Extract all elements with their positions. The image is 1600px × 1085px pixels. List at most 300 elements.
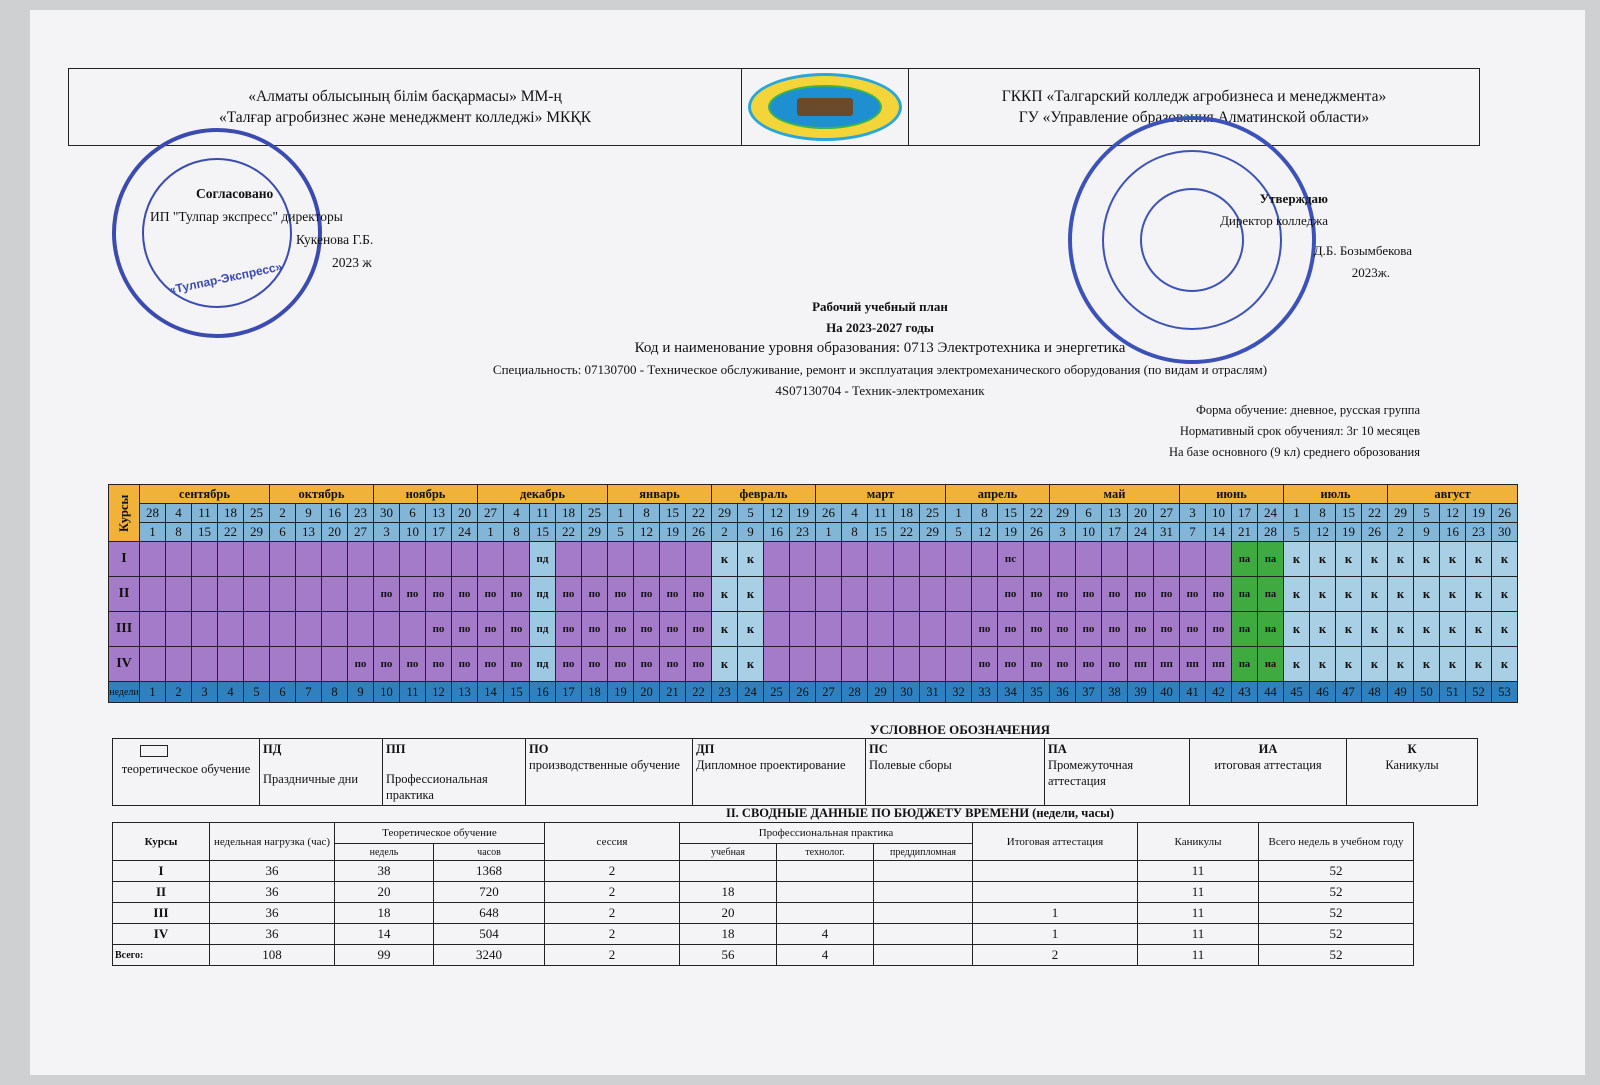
schedule-cell: к [1414,647,1440,682]
schedule-cell: па [1258,577,1284,612]
summary-h-p3: преддипломная [874,844,973,861]
week-number: 37 [1076,682,1102,703]
schedule-cell [634,542,660,577]
week-start-day: 5 [738,504,764,523]
week-start-day: 10 [1206,504,1232,523]
schedule-cell: к [1466,647,1492,682]
legend-item [526,739,693,806]
week-start-day: 8 [972,504,998,523]
week-start-day: 13 [1102,504,1128,523]
week-end-day: 3 [374,523,400,542]
header-right-line1: ГККП «Талгарский колледж агробизнеса и менеджмента» [1001,88,1387,105]
week-start-day: 3 [1180,504,1206,523]
summary-cell [874,861,973,882]
course-row [109,577,1518,612]
header-logo-cell [742,69,909,145]
header-kazakh-name [69,69,742,145]
week-number: 22 [686,682,712,703]
summary-cell: III [113,903,210,924]
week-number: 24 [738,682,764,703]
week-number: 19 [608,682,634,703]
week-number: 44 [1258,682,1284,703]
schedule-cell [270,577,296,612]
summary-cell: 20 [680,903,777,924]
schedule-cell: по [1128,612,1154,647]
schedule-cell: по [582,612,608,647]
schedule-cell: по [582,647,608,682]
week-number: 33 [972,682,998,703]
week-start-day: 22 [686,504,712,523]
course-label: III [109,612,140,647]
schedule-cell [1102,542,1128,577]
schedule-cell [764,647,790,682]
schedule-cell [478,542,504,577]
approval-block [1200,188,1412,284]
summary-row [113,924,1414,945]
month-header: декабрь [478,485,608,504]
summary-cell: 108 [210,945,335,966]
schedule-cell: по [1206,612,1232,647]
week-end-day: 9 [738,523,764,542]
schedule-cell [140,542,166,577]
schedule-cell: по [1154,577,1180,612]
week-start-day: 6 [1076,504,1102,523]
week-end-day: 10 [1076,523,1102,542]
schedule-cell: пп [1128,647,1154,682]
summary-h-hours: часов [434,844,545,861]
schedule-cell: к [712,577,738,612]
schedule-cell: к [1466,542,1492,577]
legend-item [1045,739,1190,806]
month-header: май [1050,485,1180,504]
week-number: 27 [816,682,842,703]
schedule-cell [166,612,192,647]
schedule-cell [270,612,296,647]
schedule-cell: к [1284,612,1310,647]
week-number: 21 [660,682,686,703]
schedule-cell: к [1492,577,1518,612]
week-start-day: 15 [1336,504,1362,523]
week-start-day: 4 [842,504,868,523]
schedule-cell [296,647,322,682]
summary-cell: 1 [973,903,1138,924]
schedule-cell: по [400,577,426,612]
summary-cell: 52 [1259,861,1414,882]
schedule-cell [816,647,842,682]
schedule-cell [790,647,816,682]
schedule-cell: по [1050,647,1076,682]
schedule-cell: к [1492,542,1518,577]
week-start-day: 22 [1024,504,1050,523]
schedule-grid [108,484,1518,703]
week-number: 43 [1232,682,1258,703]
week-end-day: 5 [608,523,634,542]
week-end-day: 5 [1284,523,1310,542]
schedule-cell [1050,542,1076,577]
week-start-day: 8 [1310,504,1336,523]
summary-cell: 18 [335,903,434,924]
week-end-day: 12 [634,523,660,542]
schedule-cell: по [426,612,452,647]
summary-h-final: Итоговая аттестация [973,823,1138,861]
schedule-cell: по [1050,612,1076,647]
schedule-cell: по [478,647,504,682]
schedule-cell: к [1310,612,1336,647]
week-number: 9 [348,682,374,703]
week-start-day: 29 [712,504,738,523]
schedule-cell [322,647,348,682]
week-start-day: 26 [816,504,842,523]
schedule-cell: к [1440,647,1466,682]
week-end-day: 21 [1232,523,1258,542]
summary-row [113,945,1414,966]
schedule-cell: к [1388,612,1414,647]
week-number: 3 [192,682,218,703]
summary-cell: 56 [680,945,777,966]
schedule-cell: к [1310,647,1336,682]
summary-cell: 52 [1259,924,1414,945]
schedule-cell: к [1362,647,1388,682]
schedule-cell: по [374,647,400,682]
summary-cell: 11 [1138,945,1259,966]
summary-cell: 52 [1259,882,1414,903]
week-number: 2 [166,682,192,703]
week-number: 29 [868,682,894,703]
schedule-cell: пп [1154,647,1180,682]
week-number: 23 [712,682,738,703]
schedule-cell: по [998,647,1024,682]
week-number: 5 [244,682,270,703]
week-start-day: 19 [790,504,816,523]
legend-text: Праздничные дни [263,772,359,786]
week-start-day: 27 [478,504,504,523]
schedule-cell: по [452,612,478,647]
schedule-cell: иа [1258,647,1284,682]
summary-cell: 2 [545,945,680,966]
week-start-day: 9 [296,504,322,523]
schedule-cell [504,542,530,577]
week-number: 8 [322,682,348,703]
summary-cell [777,861,874,882]
week-number: 40 [1154,682,1180,703]
week-end-day: 8 [166,523,192,542]
schedule-cell: по [426,577,452,612]
week-start-day: 11 [192,504,218,523]
schedule-cell [322,542,348,577]
schedule-cell: по [452,577,478,612]
schedule-cell: по [686,612,712,647]
week-start-day: 16 [322,504,348,523]
schedule-cell [842,647,868,682]
approval-line2: Д.Б. Бозымбекова [1313,243,1412,258]
weeks-label: недели [109,682,140,703]
legend-code: ПД [263,742,282,756]
week-number: 26 [790,682,816,703]
week-start-day: 15 [998,504,1024,523]
week-end-day: 2 [1388,523,1414,542]
course-row [109,612,1518,647]
schedule-cell: по [426,647,452,682]
summary-cell [874,945,973,966]
schedule-cell: пп [1180,647,1206,682]
summary-table [112,822,1414,966]
schedule-cell: к [1414,612,1440,647]
schedule-cell [920,647,946,682]
week-start-day: 13 [426,504,452,523]
schedule-cell: по [504,647,530,682]
schedule-cell: по [1076,612,1102,647]
schedule-cell: по [1024,612,1050,647]
week-number: 51 [1440,682,1466,703]
schedule-cell [764,612,790,647]
week-start-day: 4 [166,504,192,523]
schedule-cell: по [634,577,660,612]
legend-item [693,739,866,806]
schedule-cell: к [1284,647,1310,682]
legend-code: ДП [696,742,715,756]
month-header: ноябрь [374,485,478,504]
plan-qualification: 4S07130704 - Техник-электромеханик [775,383,985,398]
schedule-cell [894,612,920,647]
week-end-day: 30 [1492,523,1518,542]
week-start-day: 1 [608,504,634,523]
schedule-cell [192,612,218,647]
schedule-cell [972,577,998,612]
schedule-cell: по [400,647,426,682]
week-end-day: 28 [1258,523,1284,542]
plan-specialty: Специальность: 07130700 - Техническое обслуживание, ремонт и эксплуатация электромеханического оборудования (по видам и отраслям) [492,362,1268,377]
summary-row [113,903,1414,924]
schedule-cell: по [582,577,608,612]
schedule-cell [374,612,400,647]
schedule-cell: к [1492,612,1518,647]
month-header: январь [608,485,712,504]
schedule-cell [894,577,920,612]
agreement-line3: 2023 ж [332,255,372,270]
week-start-day: 12 [1440,504,1466,523]
schedule-cell: иа [1258,612,1284,647]
summary-cell: 11 [1138,861,1259,882]
week-number: 31 [920,682,946,703]
schedule-cell: к [1362,542,1388,577]
schedule-cell [842,577,868,612]
header-right-line2: ГУ «Управление образования Алматинской области» [1018,109,1370,126]
week-number: 49 [1388,682,1414,703]
week-start-day: 5 [1414,504,1440,523]
study-term: Нормативный срок обучениял: 3г 10 месяцев [1179,424,1420,438]
schedule-cell [244,542,270,577]
schedule-cell [348,577,374,612]
schedule-cell: пд [530,612,556,647]
week-number: 32 [946,682,972,703]
schedule-cell [764,577,790,612]
legend-text: Промежуточная аттестация [1048,758,1134,788]
schedule-cell [868,612,894,647]
week-end-day: 29 [244,523,270,542]
schedule-cell: к [1284,542,1310,577]
schedule-cell: по [972,647,998,682]
schedule-cell: к [712,612,738,647]
schedule-cell: по [1024,577,1050,612]
week-end-day: 29 [582,523,608,542]
schedule-cell: по [1024,647,1050,682]
schedule-cell [322,612,348,647]
study-form: Форма обучение: дневное, русская группа [1196,403,1420,417]
week-number: 46 [1310,682,1336,703]
schedule-cell [1024,542,1050,577]
summary-h-total: Всего недель в учебном году [1259,823,1414,861]
schedule-cell [608,542,634,577]
week-number: 47 [1336,682,1362,703]
schedule-cell [400,612,426,647]
schedule-cell: к [1284,577,1310,612]
week-number: 48 [1362,682,1388,703]
summary-h-load: недельная нагрузка (час) [210,823,335,861]
week-number: 7 [296,682,322,703]
schedule-cell [140,647,166,682]
legend-code: К [1407,742,1417,756]
schedule-cell: пд [530,542,556,577]
schedule-cell: пд [530,577,556,612]
week-start-day: 8 [634,504,660,523]
week-start-day: 15 [660,504,686,523]
legend-code: ПА [1048,742,1067,756]
legend-text: Профессиональная практика [386,772,488,802]
schedule-cell: по [1102,647,1128,682]
week-start-day: 25 [582,504,608,523]
schedule-cell: к [1440,612,1466,647]
summary-h-practice: Профессиональная практика [680,823,973,844]
week-start-day: 29 [1050,504,1076,523]
agreement-block [150,182,373,274]
schedule-cell: по [660,612,686,647]
schedule-cell [868,542,894,577]
summary-cell: 11 [1138,882,1259,903]
week-end-day: 1 [140,523,166,542]
summary-cell: 504 [434,924,545,945]
summary-cell [777,903,874,924]
schedule-cell [452,542,478,577]
plan-titles [380,296,1380,401]
week-end-day: 14 [1206,523,1232,542]
schedule-cell: по [1180,577,1206,612]
week-start-day: 17 [1232,504,1258,523]
schedule-cell: по [1154,612,1180,647]
schedule-cell: к [1388,577,1414,612]
schedule-cell: к [738,647,764,682]
summary-cell: 1368 [434,861,545,882]
week-number: 36 [1050,682,1076,703]
schedule-cell [1180,542,1206,577]
week-number: 12 [426,682,452,703]
company-stamp-text: «Тулпар-Экспресс» [167,259,284,298]
week-number: 35 [1024,682,1050,703]
summary-cell: 36 [210,903,335,924]
week-number: 13 [452,682,478,703]
approval-line1: Директор колледжа [1220,213,1328,228]
week-number: 28 [842,682,868,703]
summary-cell: 4 [777,924,874,945]
course-row [109,647,1518,682]
schedule-cell [556,542,582,577]
week-start-day: 26 [1492,504,1518,523]
week-end-day: 22 [218,523,244,542]
week-start-day: 23 [348,504,374,523]
schedule-cell [816,542,842,577]
legend-item [383,739,526,806]
month-header: июнь [1180,485,1284,504]
summary-cell: 2 [545,924,680,945]
schedule-cell [218,647,244,682]
week-number: 52 [1466,682,1492,703]
week-start-day: 28 [140,504,166,523]
week-end-day: 17 [426,523,452,542]
schedule-cell [218,542,244,577]
schedule-cell: к [1388,647,1414,682]
schedule-cell [192,542,218,577]
schedule-cell: по [374,577,400,612]
course-label: I [109,542,140,577]
summary-cell [874,903,973,924]
legend-code: ИА [1258,742,1278,756]
week-end-day: 1 [816,523,842,542]
schedule-cell [296,542,322,577]
week-end-day: 23 [1466,523,1492,542]
schedule-cell: пс [998,542,1024,577]
schedule-cell [816,577,842,612]
month-header: июль [1284,485,1388,504]
summary-cell: 18 [680,882,777,903]
week-number: 4 [218,682,244,703]
week-end-day: 19 [1336,523,1362,542]
week-number: 14 [478,682,504,703]
week-end-day: 27 [348,523,374,542]
week-end-day: 15 [192,523,218,542]
summary-cell [874,882,973,903]
summary-cell: Всего: [113,945,210,966]
summary-title: II. СВОДНЫЕ ДАННЫЕ ПО БЮДЖЕТУ ВРЕМЕНИ (недели, часы) [725,806,1115,820]
week-start-day: 20 [452,504,478,523]
legend-code: ПС [869,742,888,756]
week-start-day: 1 [1284,504,1310,523]
schedule-cell: по [504,612,530,647]
week-number: 42 [1206,682,1232,703]
week-end-day: 19 [660,523,686,542]
schedule-cell: по [608,612,634,647]
week-end-day: 26 [686,523,712,542]
schedule-cell [868,647,894,682]
week-end-day: 20 [322,523,348,542]
schedule-cell [1128,542,1154,577]
week-start-day: 19 [1466,504,1492,523]
schedule-cell: к [738,612,764,647]
week-start-day: 1 [946,504,972,523]
summary-cell: 99 [335,945,434,966]
week-end-day: 12 [972,523,998,542]
schedule-cell [244,612,270,647]
summary-cell: 20 [335,882,434,903]
week-end-day: 24 [452,523,478,542]
week-end-day: 17 [1102,523,1128,542]
week-start-day: 20 [1128,504,1154,523]
week-end-day: 6 [270,523,296,542]
agreement-line1: ИП "Тулпар экспресс" директоры [150,209,343,224]
schedule-cell: по [998,612,1024,647]
week-end-day: 3 [1050,523,1076,542]
schedule-cell [140,577,166,612]
legend-text: производственные обучение [529,758,680,772]
week-end-day: 1 [478,523,504,542]
